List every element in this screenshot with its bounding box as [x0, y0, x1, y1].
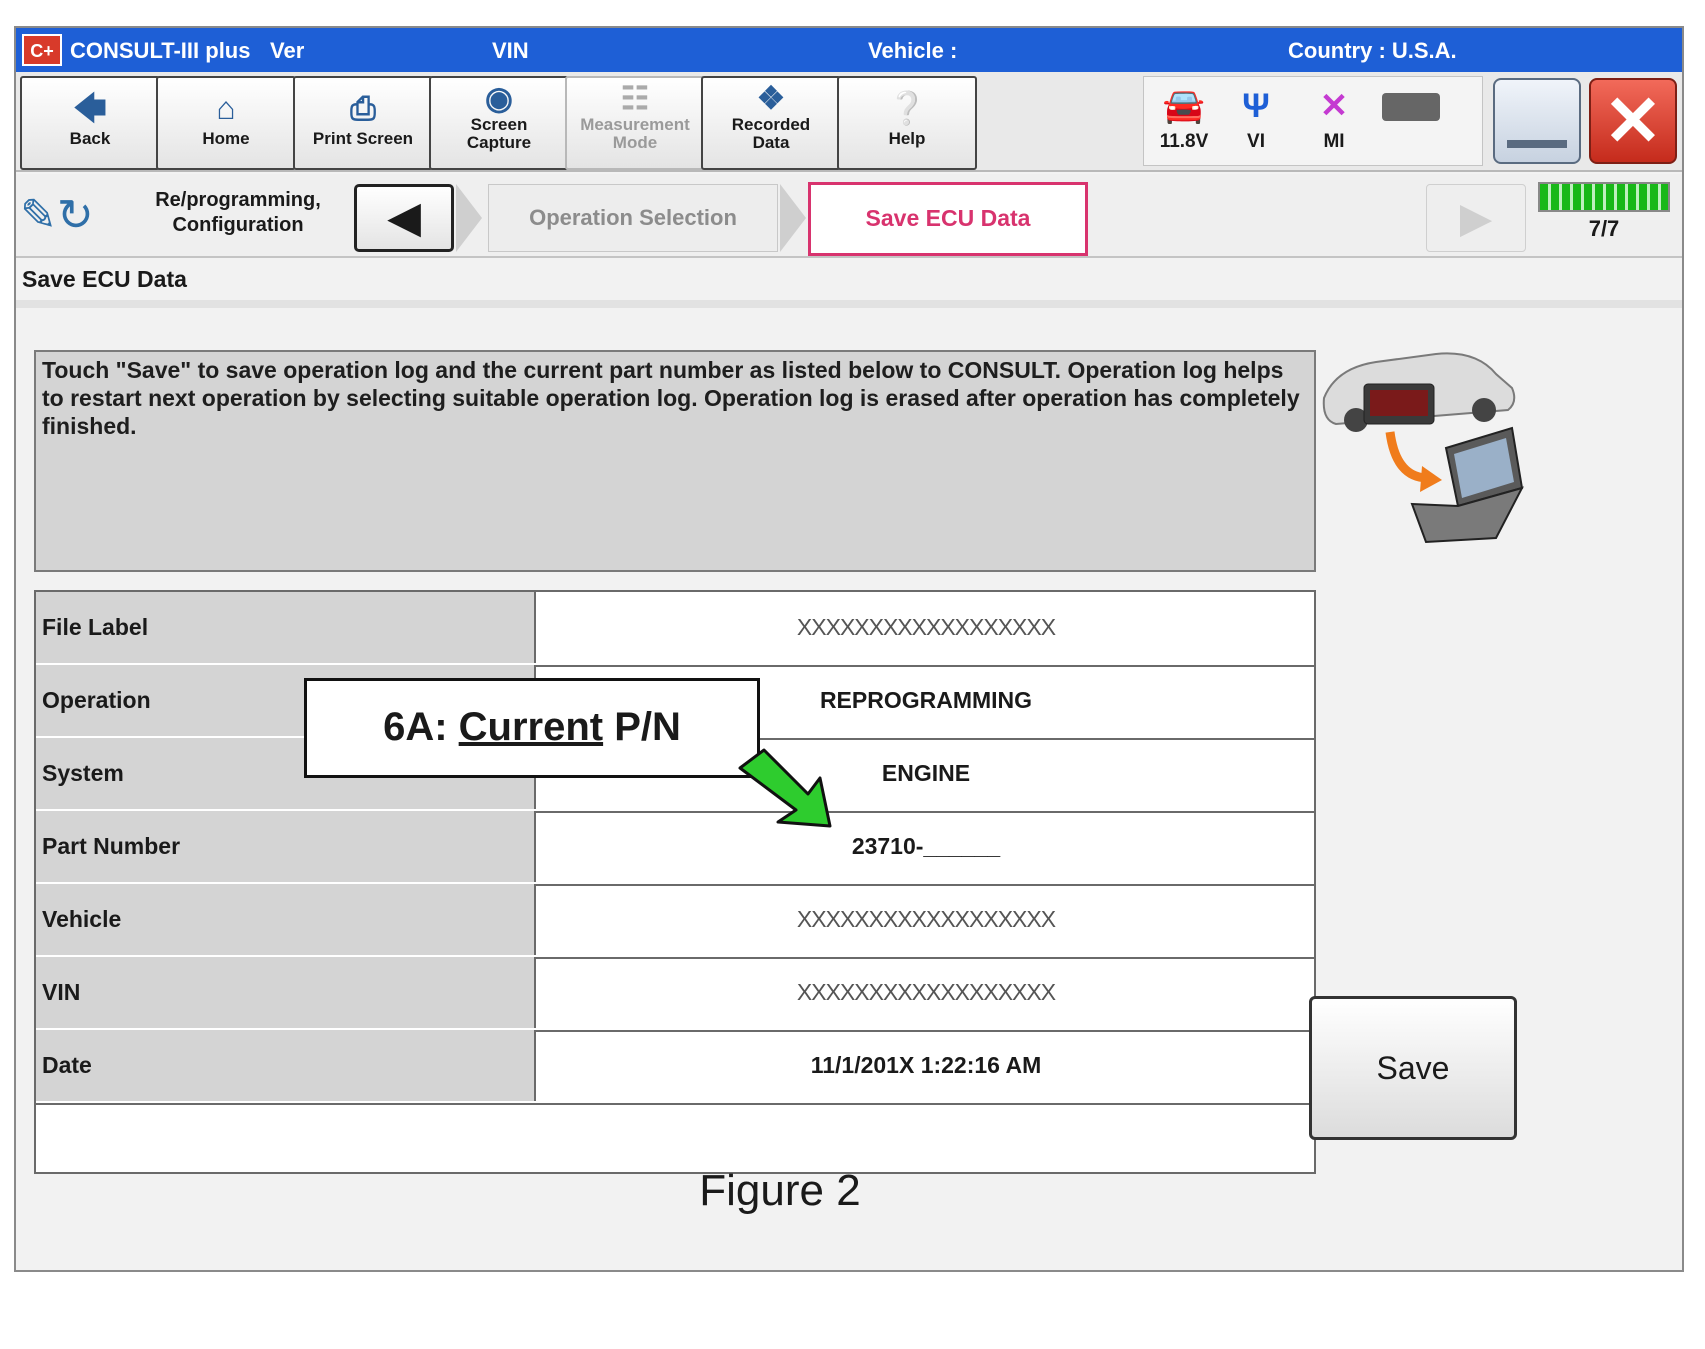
measurement-icon: ☷	[620, 80, 650, 116]
screen-capture-label: Screen Capture	[466, 115, 532, 152]
measurement-mode-label: Measurement Mode	[580, 115, 690, 152]
divider	[16, 300, 1682, 308]
step-progress-bar	[1538, 182, 1670, 212]
recorded-data-icon: ❖	[756, 80, 786, 116]
section-label: Re/programming, Configuration	[155, 189, 321, 236]
measurement-mode-button[interactable]	[565, 76, 705, 170]
part-number-value: 23710-______	[851, 833, 1001, 859]
help-icon: ❔	[887, 90, 927, 126]
back-button[interactable]	[20, 76, 160, 170]
chevron-right-icon	[780, 184, 806, 252]
app-name: CONSULT-III plus	[70, 38, 251, 63]
instruction-message: Touch "Save" to save operation log and the current part number as listed below to CONSULT. Operation log helps to restart next operation by selecting suitable operation log. Operation log is erased after operation has completely finished.	[34, 350, 1316, 572]
row-label: Vehicle	[36, 884, 536, 955]
camera-icon: ◉	[485, 80, 513, 116]
row-label: Date	[36, 1030, 536, 1101]
title-bar	[16, 28, 1682, 72]
table-row	[36, 592, 1314, 667]
row-label: VIN	[36, 957, 536, 1028]
vi-label: VI	[1247, 131, 1265, 152]
mi-disconnected-icon: ✕	[1319, 87, 1349, 125]
recorded-data-button[interactable]	[701, 76, 841, 170]
row-label: Part Number	[36, 811, 536, 882]
print-screen-button[interactable]	[293, 76, 433, 170]
mi-status	[1294, 81, 1374, 153]
row-label: File Label	[36, 592, 536, 663]
print-screen-label: Print Screen	[312, 129, 414, 148]
printer-icon: ⎙	[350, 90, 376, 126]
row-label: Operation	[36, 665, 536, 736]
row-value: ENGINE	[881, 760, 971, 786]
figure-caption: Figure 2	[699, 1166, 861, 1215]
callout-suffix: P/N	[603, 705, 681, 749]
back-arrow-icon: 🡄	[73, 90, 107, 126]
navigation-bar	[16, 174, 1682, 258]
callout-arrow-icon	[726, 744, 846, 834]
car-to-laptop-illustration	[1316, 328, 1526, 548]
country-label: Country : U.S.A.	[1288, 38, 1457, 63]
home-icon: ⌂	[216, 90, 236, 126]
vi-antenna-icon: Ψ	[1242, 87, 1270, 125]
vi-status	[1216, 81, 1296, 153]
row-value: XXXXXXXXXXXXXXXXXX	[796, 614, 1056, 640]
car-battery-icon: 🚘	[1162, 87, 1206, 125]
callout-prefix: 6A:	[383, 705, 459, 749]
vehicle-label: Vehicle :	[868, 38, 958, 63]
table-row	[36, 957, 1314, 1032]
crumb-save-ecu-data[interactable]: Save ECU Data	[808, 182, 1088, 256]
consult-window	[14, 26, 1684, 1272]
crumb-operation-selection[interactable]: Operation Selection	[488, 184, 778, 252]
help-button-label: Help	[888, 129, 926, 148]
row-value: 11/1/201X 1:22:16 AM	[810, 1052, 1042, 1078]
nav-forward-button[interactable]	[1426, 184, 1526, 252]
device-battery-icon	[1382, 93, 1440, 121]
screen-capture-button[interactable]	[429, 76, 569, 170]
consult-logo-icon: C+	[22, 34, 62, 66]
step-counter: 7/7	[1588, 216, 1620, 241]
table-row	[36, 884, 1314, 959]
toolbar	[16, 72, 1682, 172]
callout-underlined: Current	[458, 705, 604, 749]
row-value: XXXXXXXXXXXXXXXXXX	[796, 906, 1056, 932]
home-button[interactable]	[156, 76, 296, 170]
chevron-right-icon	[456, 184, 482, 252]
page-title: Save ECU Data	[22, 266, 187, 292]
minimize-button[interactable]	[1493, 78, 1581, 164]
reprogramming-icon: ✎↻	[20, 191, 94, 240]
current-pn-callout	[304, 678, 760, 778]
close-button[interactable]	[1589, 78, 1677, 164]
vin-label: VIN	[492, 38, 529, 63]
row-label: System	[36, 738, 536, 809]
mi-label: MI	[1323, 131, 1345, 152]
row-value: XXXXXXXXXXXXXXXXXX	[796, 979, 1056, 1005]
row-value: REPROGRAMMING	[819, 687, 1033, 713]
nav-back-button[interactable]	[354, 184, 454, 252]
table-row	[36, 1030, 1314, 1105]
home-button-label: Home	[202, 129, 250, 148]
version-label: Ver	[270, 38, 305, 63]
save-button[interactable]: Save	[1309, 996, 1517, 1140]
table-row	[36, 811, 1314, 886]
help-button[interactable]	[837, 76, 977, 170]
triangle-right-icon: ▶	[1459, 194, 1493, 241]
battery-voltage: 11.8V	[1159, 131, 1209, 152]
status-panel	[1143, 76, 1483, 166]
back-button-label: Back	[69, 129, 111, 148]
close-icon: ✕	[1603, 82, 1663, 160]
triangle-left-icon: ◀	[387, 193, 421, 242]
recorded-data-label: Recorded Data	[731, 115, 811, 152]
battery-status	[1144, 81, 1224, 153]
